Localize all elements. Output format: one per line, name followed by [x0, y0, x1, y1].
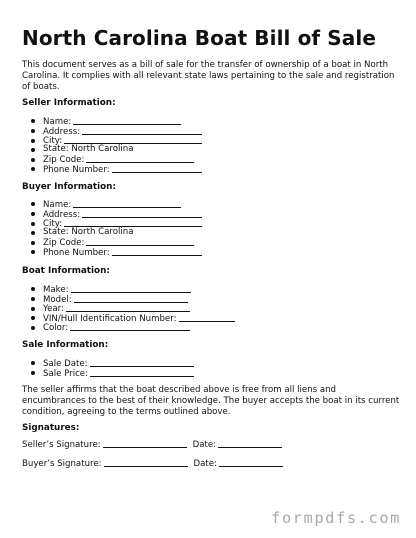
watermark: formpdfs.com: [271, 509, 401, 527]
sale-date-blank[interactable]: [90, 358, 194, 367]
seller-city-field: City:: [28, 135, 202, 145]
seller-date-label: Date:: [192, 440, 217, 450]
boat-year-field: Year:: [28, 303, 235, 313]
seller-name-blank[interactable]: [73, 116, 181, 125]
boat-model-field: Model:: [28, 294, 235, 304]
seller-phone-blank[interactable]: [112, 164, 202, 173]
seller-state-field: State: North Carolina: [28, 145, 202, 155]
buyer-phone-blank[interactable]: [112, 247, 202, 256]
seller-zip-blank[interactable]: [86, 154, 194, 163]
buyer-state-field: State: North Carolina: [28, 228, 202, 238]
boat-vin-blank[interactable]: [179, 313, 235, 322]
signatures-heading: Signatures:: [22, 423, 80, 433]
sale-price-field: Sale Price:: [28, 368, 194, 378]
boat-fields: [28, 284, 235, 332]
boat-model-blank[interactable]: [74, 294, 188, 303]
buyer-zip-field: Zip Code:: [28, 237, 202, 247]
buyer-heading: Buyer Information:: [22, 182, 116, 192]
seller-zip-field: Zip Code:: [28, 154, 202, 164]
intro-paragraph: This document serves as a bill of sale for the transfer of ownership of a boat in North Carolina. It complies with all relevant state laws pertaining to the sale and registration of boats.: [22, 60, 395, 92]
boat-make-field: Make:: [28, 284, 235, 294]
buyer-signature-label: Buyer’s Signature:: [22, 459, 102, 469]
buyer-address-field: Address:: [28, 209, 202, 219]
seller-phone-field: Phone Number:: [28, 164, 202, 174]
boat-year-blank[interactable]: [66, 303, 190, 312]
buyer-signature-blank[interactable]: [104, 458, 188, 467]
sale-date-field: Sale Date:: [28, 358, 194, 368]
buyer-name-blank[interactable]: [73, 199, 181, 208]
buyer-signature-row: [22, 458, 283, 469]
buyer-city-field: City:: [28, 218, 202, 228]
closing-paragraph: The seller affirms that the boat described above is free from all liens and encumbrances to the best of their knowledge. The buyer accepts the boat in its current condition, agreeing to the terms outlined above.: [22, 385, 400, 417]
boat-heading: Boat Information:: [22, 266, 110, 276]
document-title: North Carolina Boat Bill of Sale: [22, 26, 376, 50]
seller-name-field: Name:: [28, 116, 202, 126]
boat-make-blank[interactable]: [71, 284, 191, 293]
sale-price-blank[interactable]: [90, 368, 194, 377]
sale-fields: [28, 358, 194, 377]
seller-heading: Seller Information:: [22, 98, 116, 108]
buyer-fields: [28, 199, 202, 257]
boat-color-blank[interactable]: [70, 322, 190, 331]
buyer-zip-blank[interactable]: [86, 237, 194, 246]
seller-address-field: Address:: [28, 126, 202, 136]
seller-fields: [28, 116, 202, 174]
seller-signature-label: Seller’s Signature:: [22, 440, 101, 450]
buyer-date-blank[interactable]: [219, 458, 283, 467]
sale-heading: Sale Information:: [22, 340, 109, 350]
buyer-address-blank[interactable]: [82, 209, 202, 218]
seller-signature-blank[interactable]: [103, 439, 187, 448]
seller-address-blank[interactable]: [82, 126, 202, 135]
buyer-name-field: Name:: [28, 199, 202, 209]
boat-color-field: Color:: [28, 322, 235, 332]
seller-date-blank[interactable]: [218, 439, 282, 448]
buyer-date-label: Date:: [193, 459, 217, 469]
buyer-phone-field: Phone Number:: [28, 247, 202, 257]
seller-signature-row: [22, 439, 282, 450]
boat-vin-field: VIN/Hull Identification Number:: [28, 313, 235, 323]
